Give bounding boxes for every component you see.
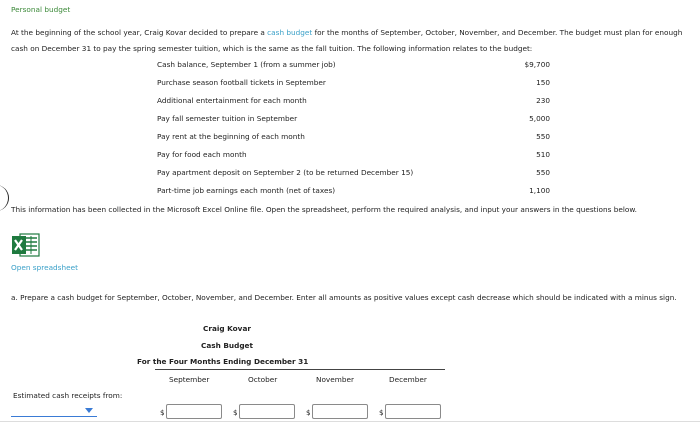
info-label: Pay fall semester tuition in September xyxy=(157,114,298,123)
budget-period: For the Four Months Ending December 31 xyxy=(137,357,309,366)
info-label: Pay rent at the beginning of each month xyxy=(157,132,305,141)
september-amount-input[interactable] xyxy=(166,404,222,419)
column-header: October xyxy=(248,375,278,384)
currency-symbol: $ xyxy=(160,408,165,417)
currency-symbol: $ xyxy=(306,408,311,417)
info-value: 550 xyxy=(536,168,550,177)
intro-text-1: At the beginning of the school year, Craig Kovar decided to prepare a xyxy=(11,28,268,37)
column-header: September xyxy=(169,375,210,384)
header-divider xyxy=(155,369,445,370)
info-label: Part-time job earnings each month (net of taxes) xyxy=(157,186,336,195)
info-value: $9,700 xyxy=(524,60,550,69)
budget-name: Craig Kovar xyxy=(203,324,251,333)
estimated-receipts-label: Estimated cash receipts from: xyxy=(13,391,123,400)
intro-paragraph xyxy=(11,25,693,57)
question-a: a. Prepare a cash budget for September, October, November, and December. Enter all amounts as positive values except cash decrease which should be indicated with a minus sign. xyxy=(11,293,677,302)
info-label: Additional entertainment for each month xyxy=(157,96,307,105)
column-header: November xyxy=(316,375,354,384)
budget-title: Cash Budget xyxy=(201,341,253,350)
info-value: 150 xyxy=(536,78,550,87)
info-value: 1,100 xyxy=(529,186,550,195)
currency-symbol: $ xyxy=(379,408,384,417)
cash-budget-link[interactable]: cash budget xyxy=(267,28,313,37)
info-label: Cash balance, September 1 (from a summer job) xyxy=(157,60,336,69)
column-header: December xyxy=(389,375,427,384)
excel-icon[interactable] xyxy=(11,231,41,259)
collected-note: This information has been collected in the Microsoft Excel Online file. Open the spreadsheet, perform the required analysis, and input your answers in the questions below. xyxy=(11,205,637,214)
info-value: 550 xyxy=(536,132,550,141)
currency-symbol: $ xyxy=(233,408,238,417)
info-label: Pay apartment deposit on September 2 (to be returned December 15) xyxy=(157,168,414,177)
info-value: 5,000 xyxy=(529,114,550,123)
info-label: Pay for food each month xyxy=(157,150,247,159)
page-title: Personal budget xyxy=(11,5,71,14)
info-value: 510 xyxy=(536,150,550,159)
october-amount-input[interactable] xyxy=(239,404,295,419)
december-amount-input[interactable] xyxy=(385,404,441,419)
november-amount-input[interactable] xyxy=(312,404,368,419)
open-spreadsheet-link[interactable]: Open spreadsheet xyxy=(11,263,78,272)
intro-text-2: for the months of September, October, November, and December. The budget must plan for enough cash on December 31 to pay the spring semester tuition, which is the same as the fall tuition. The following information relates to the budget: xyxy=(11,28,683,53)
info-label: Purchase season football tickets in September xyxy=(157,78,326,87)
receipts-source-dropdown[interactable] xyxy=(11,405,97,417)
info-value: 230 xyxy=(536,96,550,105)
chevron-down-icon xyxy=(85,408,93,413)
scroll-bracket xyxy=(0,185,9,211)
